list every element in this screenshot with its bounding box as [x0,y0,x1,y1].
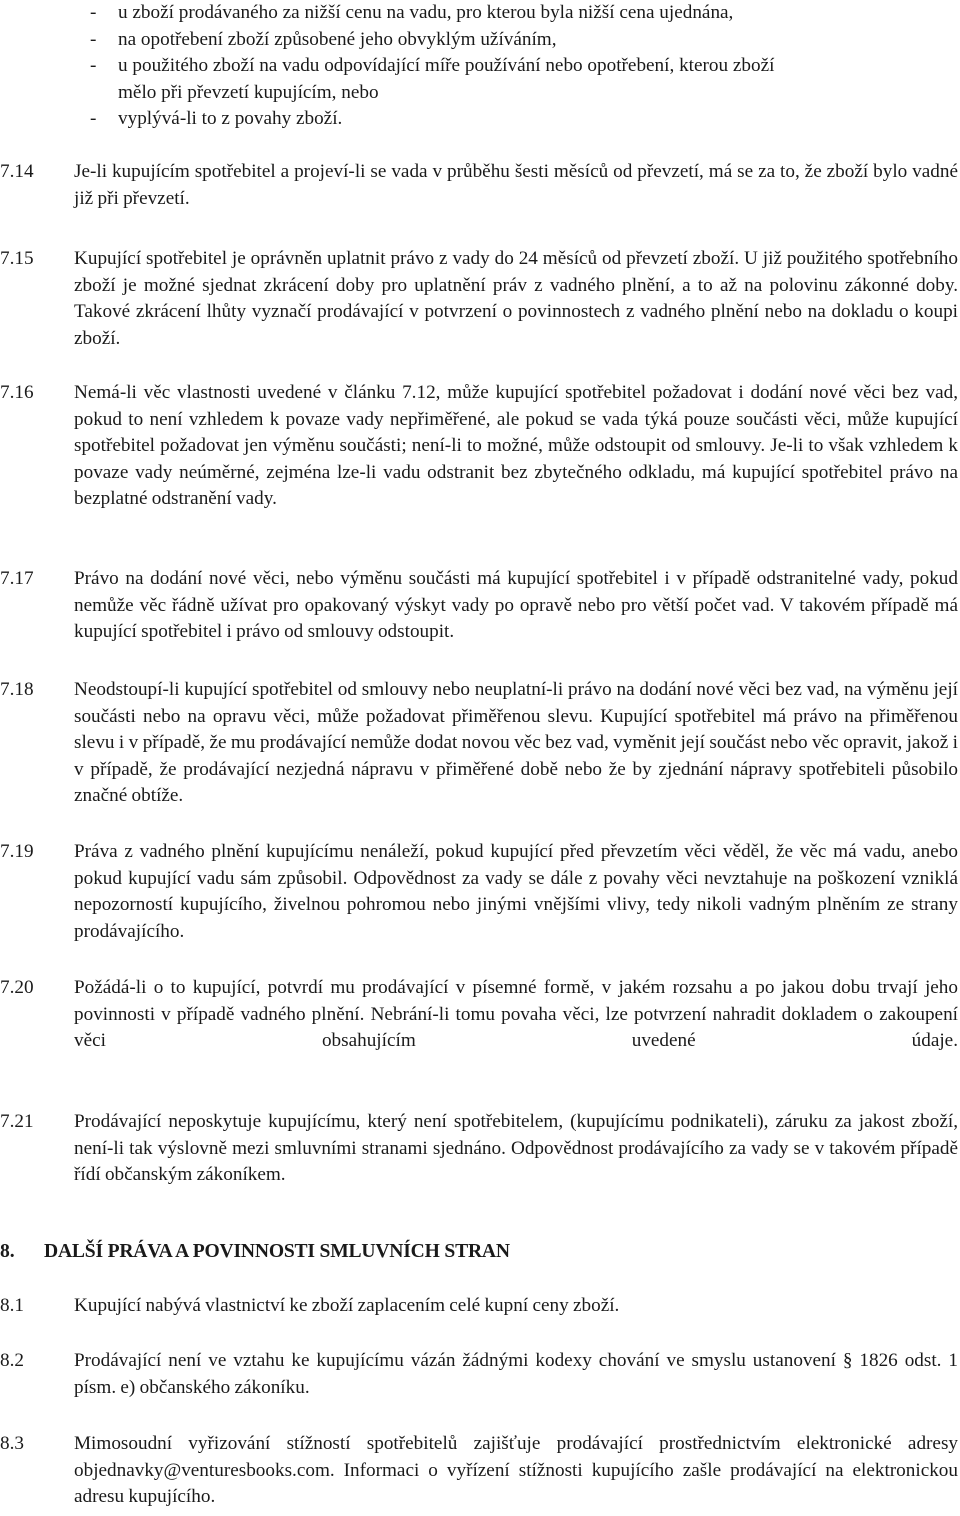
section-number: 8. [0,1241,15,1262]
list-dash: - [90,55,97,76]
clause-text: Právo na dodání nové věci, nebo výměnu součásti má kupující spotřebitel i v případě odstranitelné vady, pokud nemůže věc řádně užívat pro opakovaný výskyt vady po opravě nebo pro větší počet vad. V takovém případě má kupující spotřebitel i právo od smlouvy odstoupit. [74,568,958,642]
clause-number: 7.15 [0,248,34,269]
list-dash: - [90,28,97,50]
clause-text: Mimosoudní vyřizování stížností spotřebitelů zajišťuje prodávající prostřednictvím elektronické adresy objednavky@venturesbooks.com. Informaci o vyřízení stížnosti kupujícího zašle prodávající na elektronickou adresu kupujícího. [74,1433,958,1507]
clause-number: 7.14 [0,161,34,182]
list-item-text: mělo při převzetí kupujícím, nebo [118,81,379,103]
list-item-text: vyplývá-li to z povahy zboží. [118,108,343,129]
clause-number: 8.1 [0,1295,24,1316]
clause-text: Požádá-li o to kupující, potvrdí mu prodávající v písemné formě, v jakém rozsahu a po jakou dobu trvají jeho povinnosti v případě vadného plnění. Nebrání-li tomu povaha věci, lze potvrzení nahradit dokladem o zakoupení věci obsahujícím uvedené údaje. [74,977,958,1051]
clause-text: Kupující nabývá vlastnictví ke zboží zaplacením celé kupní ceny zboží. [74,1295,620,1316]
clause-text: Nemá-li věc vlastnosti uvedené v článku 7.12, může kupující spotřebitel požadovat i dodání nové věci bez vad, pokud to není vzhledem k povaze vady nepřiměřené, ale pokud se vada týká pouze součásti věci, může kupující spotřebitel požadovat jen výměnu součásti; není-li to možné, může odstoupit od smlouvy. Je-li to však vzhledem k povaze vady neúměrné, zejména lze-li vadu odstranit bez zbytečného odkladu, má kupující spotřebitel právo na bezplatné odstranění vady. [74,382,958,509]
clause-number: 8.2 [0,1350,24,1371]
clause-number: 7.18 [0,679,34,700]
clause-number: 7.17 [0,568,34,589]
list-dash: - [90,108,97,129]
clause-text: Kupující spotřebitel je oprávněn uplatnit právo z vady do 24 měsíců od převzetí zboží. U již použitého spotřebního zboží je možné sjednat zkrácení doby pro uplatnění práv z vadného plnění, a to až na polovinu zákonné doby. Takové zkrácení lhůty vyznačí prodávající v potvrzení o povinnostech z vadného plnění nebo na dokladu o koupi zboží. [74,248,958,349]
section-title: DALŠÍ PRÁVA A POVINNOSTI SMLUVNÍCH STRAN [44,1241,510,1262]
clause-number: 8.3 [0,1433,24,1454]
clause-text: Neodstoupí-li kupující spotřebitel od smlouvy nebo neuplatní-li právo na dodání nové věci bez vad, na výměnu její součásti nebo na opravu věci, může požadovat přiměřenou slevu. Kupující spotřebitel má právo na přiměřenou slevu i v případě, že mu prodávající nemůže dodat novou věc bez vad, vyměnit její součást nebo věc opravit, jakož i v případě, že prodávající nezjedná nápravu v přiměřené době nebo že by zjednání nápravy spotřebiteli působilo značné obtíže. [74,679,958,806]
clause-text: Prodávající není ve vztahu ke kupujícímu vázán žádnými kodexy chování ve smyslu ustanovení § 1826 odst. 1 písm. e) občanského zákoníku. [74,1350,958,1398]
clause-text: Prodávající neposkytuje kupujícímu, který není spotřebitelem, (kupujícímu podnikateli), záruku za jakost zboží, není-li tak výslovně mezi smluvními stranami sjednáno. Odpovědnost prodávajícího za vady se v takovém případě řídí občanským zákoníkem. [74,1111,958,1185]
clause-number: 7.21 [0,1111,34,1132]
clause-number: 7.20 [0,977,34,998]
list-item-text: u použitého zboží na vadu odpovídající míře používání nebo opotřebení, kterou zboží [118,55,775,76]
list-item-text: u zboží prodávaného za nižší cenu na vadu, pro kterou byla nižší cena ujednána, [118,2,734,23]
clause-number: 7.16 [0,382,34,403]
clause-number: 7.19 [0,841,34,862]
list-dash: - [90,2,97,23]
clause-text: Práva z vadného plnění kupujícímu nenáleží, pokud kupující před převzetím věci věděl, že věc má vadu, anebo pokud kupující vadu sám způsobil. Odpovědnost za vady se dále z povahy věci nevztahuje na poškození vzniklá nepozorností kupujícího, živelnou pohromou nebo jinými vnějšími vlivy, tedy nikoli vadným plněním ze strany prodávajícího. [74,841,958,942]
clause-text: Je-li kupujícím spotřebitel a projeví-li se vada v průběhu šesti měsíců od převzetí, má se za to, že zboží bylo vadné již při převzetí. [74,161,958,209]
list-item-text: na opotřebení zboží způsobené jeho obvyklým užíváním, [118,28,557,50]
